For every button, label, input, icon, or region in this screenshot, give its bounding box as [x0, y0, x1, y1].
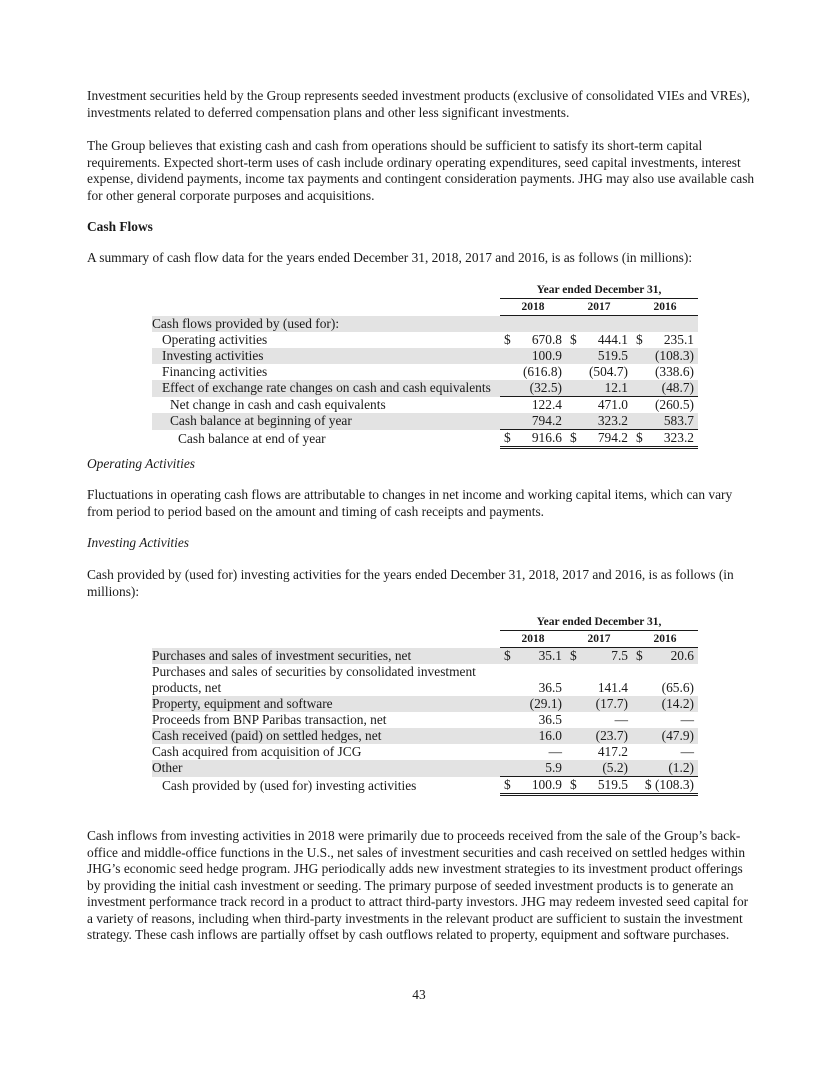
cell-value: 5.9	[500, 760, 566, 777]
row-label: Cash received (paid) on settled hedges, net	[152, 728, 500, 744]
cell-value: 36.5	[538, 712, 562, 727]
cell-value: 417.2	[597, 744, 628, 759]
investing-activities-table	[152, 614, 698, 796]
cash-flow-summary-table	[152, 282, 698, 449]
cell-value: 794.2	[500, 413, 566, 430]
table-row	[152, 413, 698, 430]
table1-year-2016: 2016	[632, 299, 698, 316]
cell-value: (260.5)	[654, 397, 694, 412]
table-row	[152, 348, 698, 364]
cell-value: 12.1	[566, 380, 632, 397]
heading-investing-activities: Investing Activities	[87, 535, 190, 550]
row-label: Proceeds from BNP Paribas transaction, net	[152, 712, 387, 727]
paragraph-investing-intro: Cash provided by (used for) investing activities for the years ended December 31, 2018, 2017 and 2016, is as follows (in millions):	[87, 567, 734, 599]
row-label: Operating activities	[162, 332, 268, 347]
cell-value: 141.4	[597, 680, 628, 695]
table2-period-header: Year ended December 31,	[500, 614, 698, 631]
cell-value: (5.2)	[566, 760, 632, 777]
row-label: Property, equipment and software	[152, 696, 500, 712]
cell-value: 916.6	[531, 430, 562, 445]
cell-value: —	[548, 744, 562, 759]
page-number: 43	[412, 987, 426, 1002]
heading-cash-flows: Cash Flows	[87, 219, 153, 234]
row-label: Cash flows provided by (used for):	[152, 316, 500, 333]
row-label: Cash acquired from acquisition of JCG	[152, 744, 362, 759]
cell-value: 794.2	[597, 430, 628, 445]
paragraph-cash-flow-summary: A summary of cash flow data for the years ended December 31, 2018, 2017 and 2016, is as follows (in millions):	[87, 250, 693, 265]
cell-value: 323.2	[566, 413, 632, 430]
cell-value: 519.5	[566, 348, 632, 364]
cell-value: 670.8	[531, 332, 562, 347]
heading-operating-activities: Operating Activities	[87, 456, 195, 471]
table2-year-2017: 2017	[566, 631, 632, 648]
row-label: Cash balance at end of year	[178, 430, 326, 446]
table-row	[152, 680, 698, 696]
cell-value: 100.9	[500, 348, 566, 364]
cell-value: 323.2	[663, 430, 694, 445]
table-row	[152, 728, 698, 744]
table-row	[152, 696, 698, 712]
table-row	[152, 744, 698, 760]
cell-value: (504.7)	[588, 364, 628, 379]
cell-value: 7.5	[611, 648, 628, 663]
cell-value: 471.0	[597, 397, 628, 412]
cell-value: 235.1	[663, 332, 694, 347]
cell-value: 100.9	[531, 777, 562, 792]
dollar-sign: $	[504, 430, 511, 445]
row-label: Financing activities	[162, 364, 268, 379]
row-label: Cash balance at beginning of year	[170, 413, 352, 429]
dollar-sign: $	[504, 777, 511, 792]
table-row	[152, 777, 698, 795]
cell-value: (14.2)	[632, 696, 698, 712]
table1-year-2018: 2018	[500, 299, 566, 316]
table2-year-2016: 2016	[632, 631, 698, 648]
row-label: Other	[152, 760, 500, 777]
row-label: Net change in cash and cash equivalents	[170, 396, 386, 412]
table-row	[152, 664, 698, 680]
cell-value: (108.3)	[632, 348, 698, 364]
row-label: Effect of exchange rate changes on cash and cash equivalents	[162, 380, 491, 396]
row-label: products, net	[152, 680, 222, 695]
dollar-sign: $	[636, 648, 643, 663]
dollar-sign: $	[570, 430, 577, 445]
paragraph-operating-activities: Fluctuations in operating cash flows are attributable to changes in net income and working capital items, which can vary from period to period based on the amount and timing of cash receipts and payments.	[87, 487, 733, 519]
cell-value: —	[680, 744, 694, 759]
table1-period-header: Year ended December 31,	[500, 282, 698, 299]
cell-value: (338.6)	[654, 364, 694, 379]
dollar-sign: $	[504, 648, 511, 663]
dollar-sign: $	[570, 332, 577, 347]
cell-value: 16.0	[500, 728, 566, 744]
row-label: Investing activities	[162, 348, 264, 363]
dollar-sign: $	[636, 430, 643, 445]
table-row	[152, 364, 698, 380]
cell-value: (29.1)	[500, 696, 566, 712]
cell-value: 583.7	[632, 413, 698, 430]
row-label: Purchases and sales of securities by consolidated investment	[152, 664, 476, 679]
table-row	[152, 430, 698, 448]
cell-value: (1.2)	[632, 760, 698, 777]
cell-value: 122.4	[531, 397, 562, 412]
cell-value: (616.8)	[522, 364, 562, 379]
table-row	[152, 712, 698, 728]
cell-value: —	[614, 712, 628, 727]
table2-year-2018: 2018	[500, 631, 566, 648]
dollar-sign: $	[570, 777, 577, 792]
table-row	[152, 332, 698, 348]
table-row	[152, 316, 698, 333]
cell-value: —	[680, 712, 694, 727]
paragraph-investing-discussion: Cash inflows from investing activities in 2018 were primarily due to proceeds received from the sale of the Group’s back-office and middle-office functions in the U.S., net sales of investment securities and cash received on settled hedges within JHG’s economic seed hedge program. JHG periodically adds new investment strategies to its investment product offerings by providing the initial cash investment or seeding. The primary purpose of seeded investment products is to generate an investment performance track record in a product to attract third-party investors. JHG may redeem invested seed capital for a variety of reasons, including when third-party investments in the relevant product are sufficient to sustain the investment strategy. These cash inflows are partially offset by cash outflows related to property, equipment and software purchases.	[87, 828, 749, 942]
dollar-sign: $	[570, 648, 577, 663]
cell-value: 519.5	[597, 777, 628, 792]
table1-year-2017: 2017	[566, 299, 632, 316]
dollar-sign: $	[636, 332, 643, 347]
table-row	[152, 648, 698, 665]
cell-value: (17.7)	[566, 696, 632, 712]
paragraph-investment-securities: Investment securities held by the Group represents seeded investment products (exclusive of consolidated VIEs and VREs), investments related to deferred compensation plans and other less significant investments.	[87, 88, 750, 120]
cell-value: 35.1	[538, 648, 562, 663]
table-row	[152, 760, 698, 777]
cell-value: (32.5)	[500, 380, 566, 397]
dollar-sign: $	[504, 332, 511, 347]
table-row	[152, 380, 698, 397]
cell-value: (23.7)	[566, 728, 632, 744]
cell-value: 444.1	[597, 332, 628, 347]
cell-value: $ (108.3)	[644, 777, 694, 792]
table-row	[152, 397, 698, 414]
cell-value: (65.6)	[661, 680, 694, 695]
cell-value: (48.7)	[632, 380, 698, 397]
row-label: Purchases and sales of investment securities, net	[152, 648, 500, 665]
cell-value: 36.5	[538, 680, 562, 695]
cell-value: 20.6	[670, 648, 694, 663]
paragraph-liquidity: The Group believes that existing cash and cash from operations should be sufficient to satisfy its short-term capital requirements. Expected short-term uses of cash include ordinary operating expenditures, seed capital investments, interest expense, dividend payments, income tax payments and contingent consideration payments. JHG may also use available cash for other general corporate purposes and acquisitions.	[87, 138, 755, 203]
row-label: Cash provided by (used for) investing activities	[162, 777, 417, 793]
cell-value: (47.9)	[632, 728, 698, 744]
